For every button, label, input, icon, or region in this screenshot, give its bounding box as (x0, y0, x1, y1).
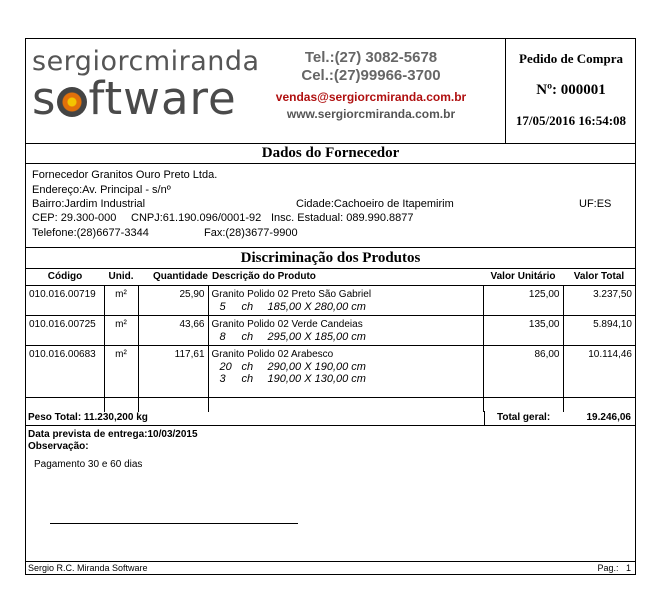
col-unit: Unid. (104, 267, 138, 286)
logo-letter-s: s (32, 72, 57, 125)
logo-o-icon (57, 87, 87, 117)
table-row (26, 346, 635, 398)
contact-email: vendas@sergiorcmiranda.com.br (275, 90, 467, 104)
grand-total-label: Total geral: (497, 412, 551, 423)
cell-unit-price: 125,00 (483, 286, 563, 316)
filler-cell (26, 398, 104, 412)
piece-quantity: 8 (219, 331, 226, 343)
order-title: Pedido de Compra (519, 51, 623, 66)
piece-quantity: 3 (219, 373, 226, 385)
contact-website: www.sergiorcmiranda.com.br (286, 107, 456, 121)
piece-line (212, 373, 480, 385)
products-section-title: Discriminação dos Produtos (26, 247, 635, 269)
order-number: Nº: 000001 (536, 82, 606, 98)
filler-cell (208, 398, 483, 412)
supplier-phone: Telefone:(28)6677-3344 (32, 227, 149, 239)
supplier-address: Endereço:Av. Principal - s/nº (32, 184, 171, 196)
filler-cell (563, 398, 635, 412)
table-filler-row (26, 398, 635, 412)
supplier-cnpj: CNPJ:61.190.096/0001-92 (131, 212, 262, 224)
product-name: Granito Polido 02 Verde Candeias (211, 319, 363, 330)
cell-qty: 117,61 (138, 346, 208, 398)
supplier-name: Fornecedor Granitos Ouro Preto Ltda. (32, 169, 218, 181)
cell-description (208, 346, 483, 398)
contact-cel: Cel.:(27)99966-3700 (301, 67, 441, 84)
table-header-row (26, 267, 635, 286)
page-number: 1 (625, 563, 631, 573)
col-qty: Quantidade (138, 267, 208, 286)
piece-dimensions: 295,00 X 185,00 cm (267, 331, 366, 343)
signature-line (50, 523, 298, 524)
piece-unit: ch (241, 331, 254, 343)
piece-line (212, 331, 480, 343)
col-description: Descrição do Produto (208, 267, 483, 286)
notes-block (28, 429, 198, 453)
cell-unit: m² (104, 346, 138, 398)
supplier-city: Cidade:Cachoeiro de Itapemirim (296, 198, 454, 210)
supplier-neighborhood: Bairro:Jardim Industrial (32, 198, 146, 210)
cell-qty: 25,90 (138, 286, 208, 316)
order-info-box (505, 39, 636, 143)
piece-dimensions: 290,00 X 190,00 cm (267, 361, 366, 373)
document-footer (26, 561, 635, 575)
footer-company: Sergio R.C. Miranda Software (28, 563, 148, 573)
payment-terms: Pagamento 30 e 60 dias (34, 459, 143, 470)
filler-cell (483, 398, 563, 412)
grand-total-value: 19.246,06 (586, 412, 631, 423)
supplier-fax: Fax:(28)3677-9900 (204, 227, 298, 239)
logo-brand-line: sergiorcmiranda (32, 46, 260, 77)
cell-description (208, 286, 483, 316)
col-total: Valor Total (563, 267, 635, 286)
logo-software-line (32, 72, 260, 125)
logo-letters-ftware: ftware (88, 72, 237, 125)
page-label: Pag.: (597, 563, 619, 573)
cell-unit-price: 135,00 (483, 316, 563, 346)
delivery-date: Data prevista de entrega:10/03/2015 (28, 429, 198, 440)
piece-dimensions: 185,00 X 280,00 cm (267, 301, 366, 313)
cell-total: 5.894,10 (563, 316, 635, 346)
piece-unit: ch (241, 361, 254, 373)
totals-row (26, 411, 635, 426)
cell-description (208, 316, 483, 346)
product-name: Granito Polido 02 Arabesco (211, 349, 334, 360)
piece-line (212, 361, 480, 373)
cell-unit: m² (104, 286, 138, 316)
product-name: Granito Polido 02 Preto São Gabriel (211, 289, 372, 300)
contact-block (271, 49, 471, 123)
col-unit-price: Valor Unitário (483, 267, 563, 286)
piece-unit: ch (241, 373, 254, 385)
contact-tel: Tel.:(27) 3082-5678 (304, 49, 438, 66)
purchase-order-document (25, 38, 636, 575)
cell-qty: 43,66 (138, 316, 208, 346)
observation-label: Observação: (28, 441, 89, 452)
total-weight: Peso Total: 11.230,200 kg (28, 412, 148, 423)
table-row (26, 286, 635, 316)
filler-cell (104, 398, 138, 412)
cell-unit: m² (104, 316, 138, 346)
piece-quantity: 5 (219, 301, 226, 313)
piece-quantity: 20 (219, 361, 232, 373)
totals-divider (484, 411, 485, 425)
piece-dimensions: 190,00 X 130,00 cm (267, 373, 366, 385)
supplier-state: UF:ES (579, 198, 612, 210)
table-row (26, 316, 635, 346)
supplier-cep: CEP: 29.300-000 (32, 212, 117, 224)
cell-code: 010.016.00725 (26, 316, 104, 346)
piece-unit: ch (241, 301, 254, 313)
supplier-section-title: Dados do Fornecedor (26, 143, 635, 164)
piece-line (212, 301, 480, 313)
cell-code: 010.016.00719 (26, 286, 104, 316)
products-table-body (26, 286, 635, 412)
col-code: Código (26, 267, 104, 286)
cell-total: 3.237,50 (563, 286, 635, 316)
company-logo (32, 46, 260, 125)
supplier-state-registration: Insc. Estadual: 089.990.8877 (271, 212, 414, 224)
document-header (26, 39, 635, 144)
cell-code: 010.016.00683 (26, 346, 104, 398)
filler-cell (138, 398, 208, 412)
products-table (26, 267, 635, 412)
cell-total: 10.114,46 (563, 346, 635, 398)
order-datetime: 17/05/2016 16:54:08 (515, 113, 627, 128)
cell-unit-price: 86,00 (483, 346, 563, 398)
footer-page (597, 562, 631, 575)
